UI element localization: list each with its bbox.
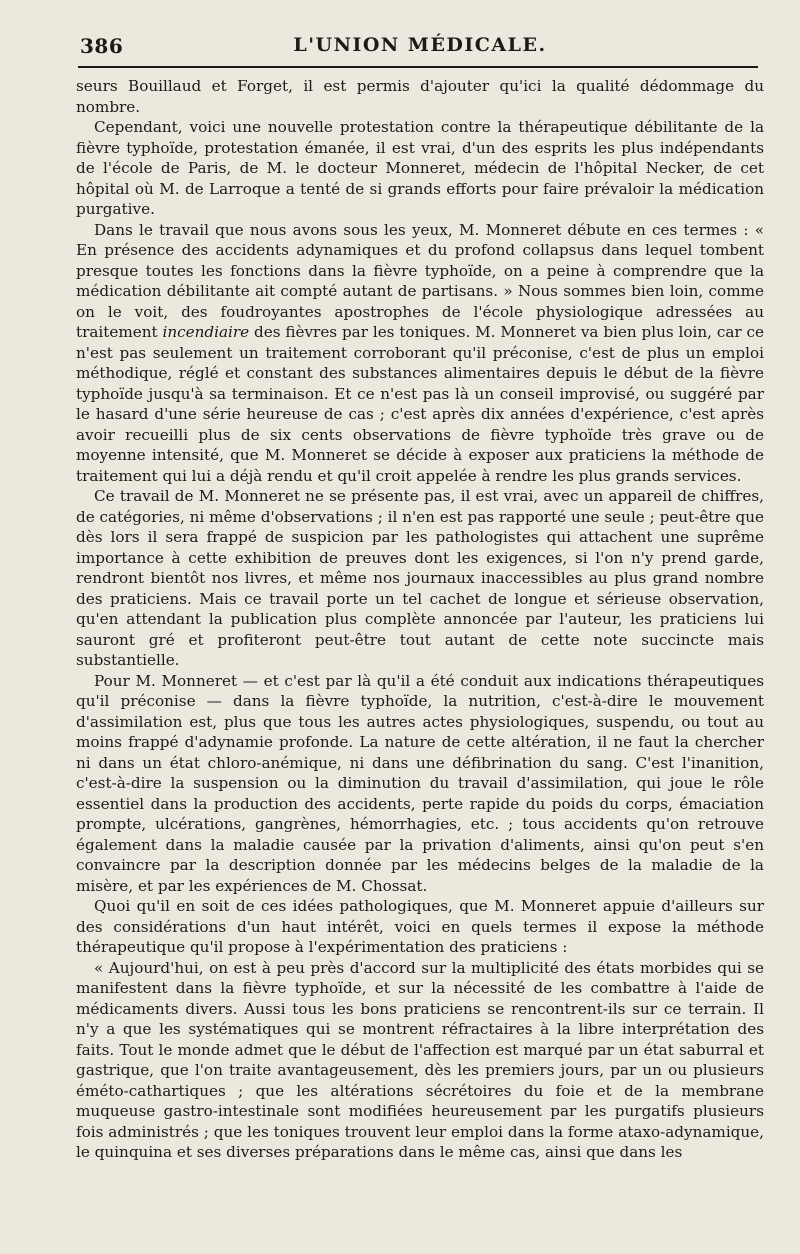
italic-word: incendiaire: [162, 323, 250, 341]
header-rule: [78, 66, 758, 68]
page-number: 386: [80, 34, 124, 58]
running-title: L'UNION MÉDICALE.: [293, 34, 547, 56]
paragraph-text: Dans le travail que nous avons sous les yeux, M. Monneret débute en ces termes : « En présence des accidents adynamiques et du profond collapsus dans lequel tombent presque toutes les fonctions dans la fièvre typhoïde, on a peine à comprendre que la médication débilitante ait compté autant de partisans. » Nous sommes bien loin, comme on le voit, des foudroyantes apostrophes de l'école physiologique adressées au traitement: [76, 220, 764, 341]
paragraph: Pour M. Monneret — et c'est par là qu'il a été conduit aux indications thérapeutiques qu'il préconise — dans la fièvre typhoïde, la nutrition, c'est-à-dire le mouvement d'assimilation est, plus que tous les autres actes physiologiques, suspendu, ou tout au moins frappé d'adynamie profonde. La nature de cette altération, il ne faut la chercher ni dans un état chloro-anémique, ni dans une défibrination du sang. C'est l'inanition, c'est-à-dire la suspension ou la diminution du travail d'assimilation, qui joue le rôle essentiel dans la production des accidents, perte rapide du poids du corps, émaciation prompte, ulcérations, gangrènes, hémorrhagies, etc. ; tous accidents qu'on retrouve également dans la maladie causée par la privation d'aliments, ainsi qu'on peut s'en convaincre par la description donnée par les médecins belges de la maladie de la misère, et par les expériences de M. Chossat.: [76, 671, 764, 895]
body-text: [76, 76, 764, 1163]
page-header: [80, 30, 760, 64]
paragraph: Ce travail de M. Monneret ne se présente pas, il est vrai, avec un appareil de chiffres, de catégories, ni même d'observations ; il n'en est pas rapporté une seule ; peut-être que dès lors il sera frappé de suspicion par les pathologistes qui attachent une suprême importance à cette exhibition de preuves dont les exigences, si l'on n'y prend garde, rendront bientôt nos livres, et même nos journaux inaccessibles au plus grand nombre des praticiens. Mais ce travail porte un tel cachet de longue et sérieuse observation, qu'en attendant la publication plus complète annoncée par l'auteur, les praticiens lui sauront gré et profiteront peut-être tout autant de cette note succincte mais substantielle.: [76, 487, 764, 669]
paragraph-text: des fièvres par les toniques. M. Monneret va bien plus loin, car ce n'est pas seulement un traitement corroborant qu'il préconise, c'est de plus un emploi méthodique, réglé et constant des substances alimentaires depuis le début de la fièvre typhoïde jusqu'à sa terminaison. Et ce n'est pas là un conseil improvisé, ou suggéré par le hasard d'une série heureuse de cas ; c'est après dix années d'expérience, c'est après avoir recueilli plus de six cents observations de fièvre typhoïde très grave ou de moyenne intensité, que M. Monneret se décide à exposer aux praticiens la méthode de traitement qui lui a déjà rendu et qu'il croit appelée à rendre les plus grands services.: [76, 323, 765, 485]
paragraph: « Aujourd'hui, on est à peu près d'accord sur la multiplicité des états morbides qui se manifestent dans la fièvre typhoïde, et sur la nécessité de les combattre à l'aide de médicaments divers. Aussi tous les bons praticiens se rencontrent-ils sur ce terrain. Il n'y a que les systématiques qui se montrent réfractaires à la libre interprétation des faits. Tout le monde admet que le début de l'affection est marqué par un état saburral et gastrique, que l'on traite avantageusement, dès les premiers jours, par un ou plusieurs éméto-cathartiques ; que les altérations sécrétoires du foie et de la membrane muqueuse gastro-intestinale sont modifiées heureusement par les purgatifs plusieurs fois administrés ; que les toniques trouvent leur emploi dans la forme ataxo-adynamique, le quinquina et ses diverses préparations dans le même cas, ainsi que dans les: [76, 958, 764, 1161]
paragraph: Quoi qu'il en soit de ces idées pathologiques, que M. Monneret appuie d'ailleurs sur des considérations d'un haut intérêt, voici en quels termes il expose la méthode thérapeutique qu'il propose à l'expérimentation des praticiens :: [76, 897, 764, 956]
paragraph: Cependant, voici une nouvelle protestation contre la thérapeutique débilitante de la fièvre typhoïde, protestation émanée, il est vrai, d'un des esprits les plus indépendants de l'école de Paris, de M. le docteur Monneret, médecin de l'hôpital Necker, de cet hôpital où M. de Larroque a tenté de si grands efforts pour faire prévaloir la médication purgative.: [76, 118, 764, 218]
paragraph: seurs Bouillaud et Forget, il est permis d'ajouter qu'ici la qualité dédommage du nombre.: [76, 77, 764, 116]
paragraph: [76, 220, 764, 487]
